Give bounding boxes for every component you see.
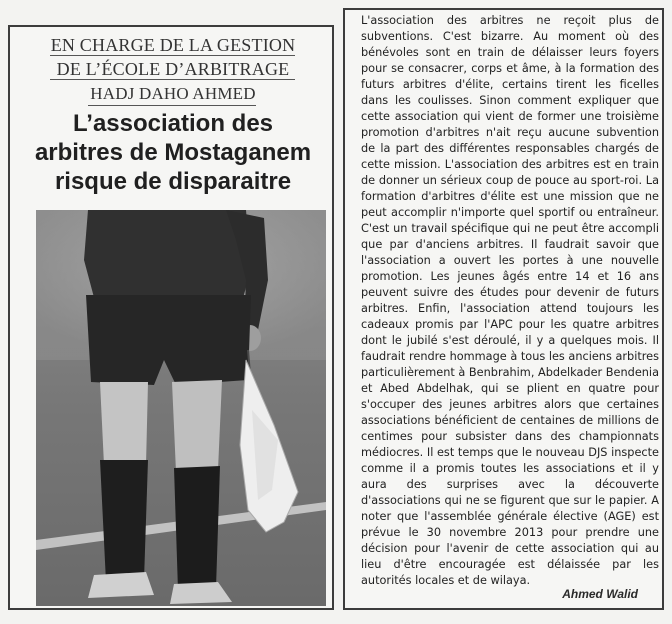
article-paragraph: L'association des arbitres ne reçoit plus de subventions. C'est bizarre. Au moment où des bénévoles sont en train de délaisser leurs foyers pour se consacrer, corps et âme, à la formation des futurs arbitres d'élite, certains tirent les ficelles dans les coulisses. Sinon comment expliquer que cette association qui vient de former une troisième promotion d'arbitres n'ait reçu aucune subvention de la part des différentes responsables chargés de cette mission. L'association des arbitres est en train de donner un sérieux coup de pouce au sport-roi. La formation d'arbitres d'élite est une mission que ne peut accomplir n'importe quel sportif ou entraîneur. C'est un travail spécifique qui ne peut être accompli que par d'anciens arbitres. Il faudrait savoir que l'association a ouvert les portes à une nouvelle promotion. Les jeunes âgés entre 14 et 16 ans peuvent suivre des études pour devenir de futurs arbitres. Enfin, l'association attend toujours les cadeaux promis par l'APC pour les quatre arbitres dont le jubilé s'est déroulé, il y a quelques mois. Il faudrait rendre hommage à tous les anciens arbitres particulièrement à Benbrahim, Abdelkader Bendenia et Abed Abdelhak, qui se plient en quatre pour s'occuper des jeunes arbitres alors que certaines associations bénéficient de centaines de millions de centimes pour subsister dans des championnats médiocres. Il est temps que le nouveau DJS inspecte comme il a promis toutes les associations et il y aura des surprises avec la découverte d'associations qui ne se figurent que sur le papier. A noter que l'assemblée générale élective (AGE) est prévue le 30 novembre 2013 pour prendre une décision pour l'avenir de cette association qui au lieu d'être encouragée est délaissée par les autorités locales et de wilaya. (361, 14, 659, 587)
author-byline: Ahmed Walid (562, 587, 638, 601)
headline-line-2: arbitres de Mostaganem (34, 139, 312, 166)
article-body (361, 13, 659, 589)
referee-photo (36, 210, 326, 606)
article-panel (343, 8, 664, 610)
headline-panel (8, 25, 334, 610)
article-headline (10, 109, 334, 196)
kicker-line-2: DE L’ÉCOLE D’ARBITRAGE (56, 59, 290, 79)
headline-line-3: risque de disparaitre (54, 168, 292, 195)
headline-line-1: L’association des (72, 110, 274, 137)
kicker-underline-2 (50, 79, 295, 80)
kicker-line-3: HADJ DAHO AHMED (90, 84, 256, 103)
kicker-underline-1 (50, 55, 295, 56)
kicker-underline-3 (88, 105, 256, 106)
kicker-line-1: EN CHARGE DE LA GESTION (50, 35, 296, 55)
